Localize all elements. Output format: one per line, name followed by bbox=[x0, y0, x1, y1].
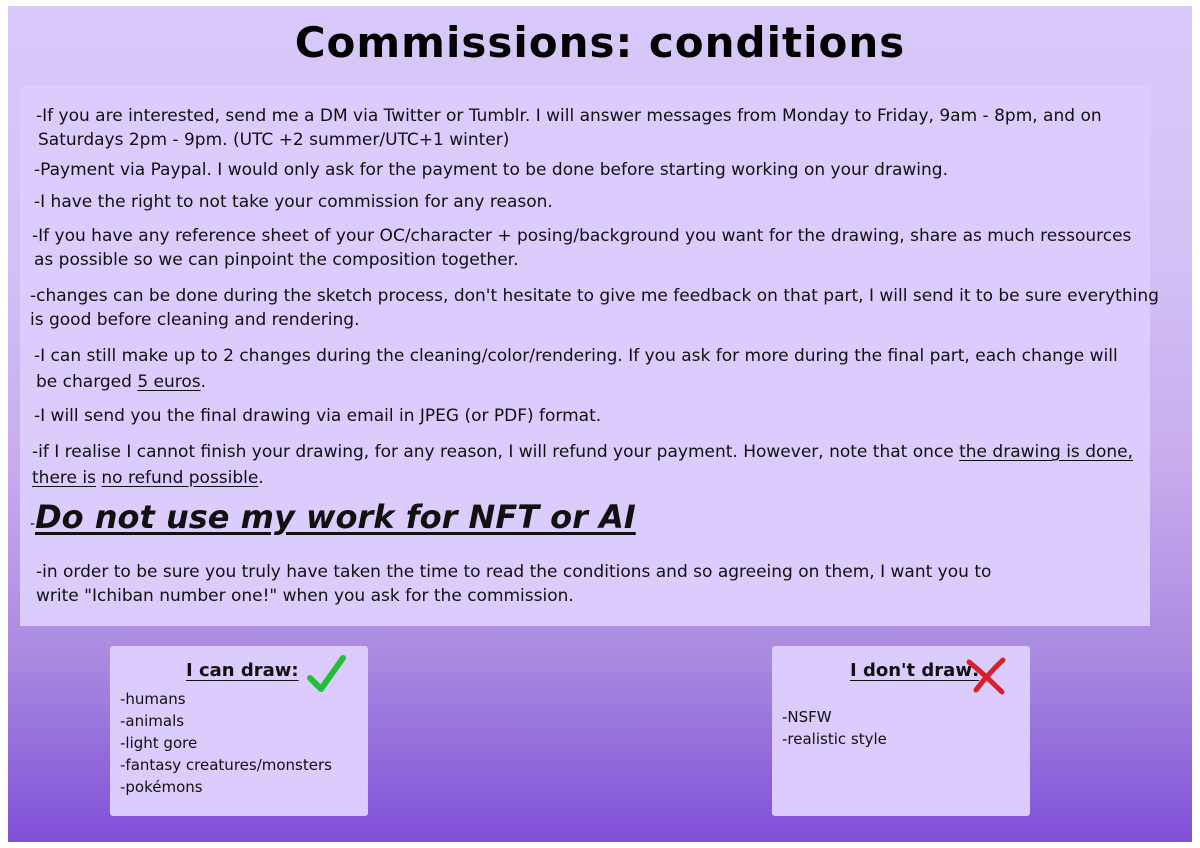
refund-there-is: there is bbox=[32, 468, 96, 488]
nft-dash: - bbox=[30, 516, 36, 532]
refund-no-refund: no refund possible bbox=[101, 468, 259, 488]
dont-draw-item: -NSFW bbox=[782, 708, 832, 726]
dont-draw-item: -realistic style bbox=[782, 730, 887, 748]
condition-reference-line1: -If you have any reference sheet of your OC/character + posing/background you want for the drawing, share as much ressources bbox=[32, 226, 1132, 246]
can-draw-item: -humans bbox=[120, 690, 186, 708]
condition-refund-line1 bbox=[32, 440, 1133, 464]
dont-draw-box bbox=[772, 646, 1030, 816]
condition-delivery: -I will send you the final drawing via email in JPEG (or PDF) format. bbox=[34, 406, 602, 426]
condition-extra-changes-line2 bbox=[36, 370, 206, 394]
refund-drawing-done: the drawing is done, bbox=[959, 442, 1134, 462]
condition-contact-line1: -If you are interested, send me a DM via Twitter or Tumblr. I will answer messages from Monday to Friday, 9am - 8pm, and on bbox=[36, 106, 1102, 126]
refund-suffix: . bbox=[258, 468, 264, 488]
can-draw-item: -fantasy creatures/monsters bbox=[120, 756, 332, 774]
dont-draw-title: I don't draw: bbox=[850, 660, 980, 681]
can-draw-item: -pokémons bbox=[120, 778, 203, 796]
extra-changes-suffix: . bbox=[200, 372, 207, 392]
extra-changes-price: 5 euros bbox=[137, 372, 201, 392]
red-cross-icon bbox=[964, 656, 1008, 696]
page bbox=[8, 6, 1192, 842]
condition-agreement-line2: write "Ichiban number one!" when you ask for the commission. bbox=[36, 586, 574, 606]
green-checkmark-icon bbox=[304, 652, 348, 696]
condition-right: -I have the right to not take your commission for any reason. bbox=[34, 192, 553, 212]
extra-changes-prefix: be charged bbox=[36, 372, 138, 392]
condition-changes-line1: -changes can be done during the sketch process, don't hesitate to give me feedback on that part, I will send it to be sure everything bbox=[30, 286, 1159, 306]
condition-contact-line2: Saturdays 2pm - 9pm. (UTC +2 summer/UTC+1 winter) bbox=[38, 130, 510, 150]
condition-refund-line2 bbox=[32, 466, 264, 490]
condition-extra-changes-line1: -I can still make up to 2 changes during the cleaning/color/rendering. If you ask for more during the final part, each change will bbox=[34, 346, 1118, 366]
can-draw-box bbox=[110, 646, 368, 816]
condition-reference-line2: as possible so we can pinpoint the composition together. bbox=[34, 250, 519, 270]
can-draw-item: -light gore bbox=[120, 734, 198, 752]
can-draw-title: I can draw: bbox=[186, 660, 299, 681]
refund-prefix: -if I realise I cannot finish your drawing, for any reason, I will refund your payment. However, note that once bbox=[32, 442, 960, 462]
nft-warning: Do not use my work for NFT or AI bbox=[35, 498, 636, 536]
conditions-panel bbox=[20, 86, 1159, 626]
condition-nft bbox=[30, 498, 636, 536]
page-title: Commissions: conditions bbox=[294, 18, 906, 67]
condition-payment: -Payment via Paypal. I would only ask for the payment to be done before starting working on your drawing. bbox=[34, 160, 948, 180]
can-draw-item: -animals bbox=[120, 712, 185, 730]
condition-changes-line2: is good before cleaning and rendering. bbox=[30, 310, 360, 330]
condition-agreement-line1: -in order to be sure you truly have taken the time to read the conditions and so agreeing on them, I want you to bbox=[36, 562, 992, 582]
